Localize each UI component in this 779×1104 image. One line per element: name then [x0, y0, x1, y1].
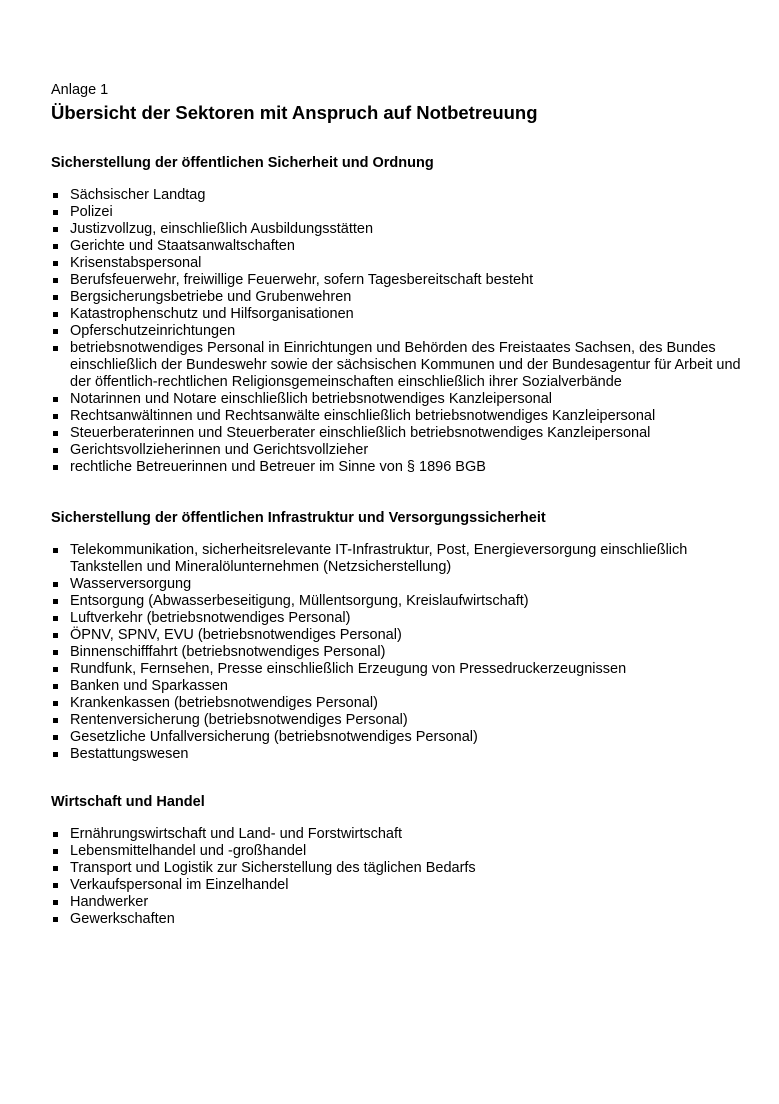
list-item	[51, 238, 741, 255]
list-item	[51, 187, 741, 204]
list-item-text: Gesetzliche Unfallversicherung (betriebsnotwendiges Personal)	[70, 729, 478, 745]
sector-list	[51, 187, 741, 476]
list-item	[51, 661, 741, 678]
section-heading: Sicherstellung der öffentlichen Sicherheit und Ordnung	[51, 155, 434, 171]
bullet-icon	[53, 684, 58, 689]
bullet-icon	[53, 582, 58, 587]
list-item	[51, 843, 741, 860]
section-heading: Wirtschaft und Handel	[51, 794, 205, 810]
list-item	[51, 272, 741, 289]
bullet-icon	[53, 832, 58, 837]
bullet-icon	[53, 599, 58, 604]
bullet-icon	[53, 866, 58, 871]
list-item-text: Luftverkehr (betriebsnotwendiges Personal)	[70, 610, 351, 626]
bullet-icon	[53, 210, 58, 215]
bullet-icon	[53, 414, 58, 419]
list-item-text: Sächsischer Landtag	[70, 187, 206, 203]
bullet-icon	[53, 312, 58, 317]
bullet-icon	[53, 650, 58, 655]
list-item	[51, 712, 741, 729]
sector-list	[51, 826, 741, 928]
list-item	[51, 408, 741, 425]
list-item-text: Entsorgung (Abwasserbeseitigung, Müllentsorgung, Kreislaufwirtschaft)	[70, 593, 529, 609]
bullet-icon	[53, 244, 58, 249]
list-item-text: Telekommunikation, sicherheitsrelevante IT-Infrastruktur, Post, Energieversorgung einschließlich Tankstellen und Mineralölunternehmen (Netzsicherstellung)	[70, 542, 688, 575]
list-item-text: Binnenschifffahrt (betriebsnotwendiges Personal)	[70, 644, 386, 660]
list-item-text: Verkaufspersonal im Einzelhandel	[70, 877, 289, 893]
list-item-text: Gewerkschaften	[70, 911, 175, 927]
list-item-text: Steuerberaterinnen und Steuerberater einschließlich betriebsnotwendiges Kanzleipersonal	[70, 425, 651, 441]
list-item-text: Gerichtsvollzieherinnen und Gerichtsvollzieher	[70, 442, 369, 458]
list-item	[51, 542, 741, 576]
list-item	[51, 911, 741, 928]
section-heading: Sicherstellung der öffentlichen Infrastruktur und Versorgungssicherheit	[51, 510, 546, 526]
list-item-text: Bergsicherungsbetriebe und Grubenwehren	[70, 289, 352, 305]
bullet-icon	[53, 849, 58, 854]
bullet-icon	[53, 616, 58, 621]
list-item-text: Krankenkassen (betriebsnotwendiges Personal)	[70, 695, 378, 711]
section-economy-trade	[51, 793, 741, 928]
bullet-icon	[53, 346, 58, 351]
list-item	[51, 678, 741, 695]
bullet-icon	[53, 329, 58, 334]
bullet-icon	[53, 633, 58, 638]
list-item	[51, 255, 741, 272]
list-item-text: Krisenstabspersonal	[70, 255, 202, 271]
list-item	[51, 860, 741, 877]
bullet-icon	[53, 900, 58, 905]
list-item	[51, 221, 741, 238]
list-item	[51, 627, 741, 644]
list-item	[51, 729, 741, 746]
list-item-text: Transport und Logistik zur Sicherstellung des täglichen Bedarfs	[70, 860, 476, 876]
list-item-text: Ernährungswirtschaft und Land- und Forstwirtschaft	[70, 826, 403, 842]
list-item-text: Gerichte und Staatsanwaltschaften	[70, 238, 295, 254]
list-item-text: Rentenversicherung (betriebsnotwendiges Personal)	[70, 712, 408, 728]
bullet-icon	[53, 227, 58, 232]
list-item-text: Lebensmittelhandel und -großhandel	[70, 843, 307, 859]
list-item	[51, 442, 741, 459]
bullet-icon	[53, 752, 58, 757]
list-item	[51, 593, 741, 610]
list-item	[51, 746, 741, 763]
bullet-icon	[53, 295, 58, 300]
bullet-icon	[53, 917, 58, 922]
list-item	[51, 826, 741, 843]
list-item	[51, 877, 741, 894]
list-item	[51, 894, 741, 911]
list-item-text: Bestattungswesen	[70, 746, 189, 762]
list-item-text: Wasserversorgung	[70, 576, 192, 592]
list-item	[51, 459, 741, 476]
list-item	[51, 425, 741, 442]
list-item	[51, 204, 741, 221]
section-public-safety	[51, 154, 741, 476]
list-item-text: Justizvollzug, einschließlich Ausbildungsstätten	[70, 221, 374, 237]
bullet-icon	[53, 278, 58, 283]
list-item-text: Katastrophenschutz und Hilfsorganisationen	[70, 306, 354, 322]
list-item-text: ÖPNV, SPNV, EVU (betriebsnotwendiges Personal)	[70, 627, 402, 643]
sector-list	[51, 542, 741, 763]
list-item-text: Notarinnen und Notare einschließlich betriebsnotwendiges Kanzleipersonal	[70, 391, 553, 407]
list-item	[51, 289, 741, 306]
document-title: Übersicht der Sektoren mit Anspruch auf Notbetreuung	[51, 102, 538, 123]
list-item-text: rechtliche Betreuerinnen und Betreuer im Sinne von § 1896 BGB	[70, 459, 486, 475]
bullet-icon	[53, 448, 58, 453]
list-item-text: Rechtsanwältinnen und Rechtsanwälte einschließlich betriebsnotwendiges Kanzleipersonal	[70, 408, 656, 424]
list-item	[51, 610, 741, 627]
list-item	[51, 340, 741, 391]
list-item-text: Rundfunk, Fernsehen, Presse einschließlich Erzeugung von Pressedruckerzeugnissen	[70, 661, 627, 677]
bullet-icon	[53, 883, 58, 888]
list-item-text: Opferschutzeinrichtungen	[70, 323, 236, 339]
bullet-icon	[53, 701, 58, 706]
list-item	[51, 306, 741, 323]
annex-label: Anlage 1	[51, 82, 109, 98]
bullet-icon	[53, 193, 58, 198]
bullet-icon	[53, 718, 58, 723]
list-item-text: Banken und Sparkassen	[70, 678, 228, 694]
list-item-text: betriebsnotwendiges Personal in Einrichtungen und Behörden des Freistaates Sachsen, des Bundes einschließlich der Bundeswehr sowie der sächsischen Kommunen und der Bundesagentur für Arbeit und der öffentlich-rechtlichen Religionsgemeinschaften einschließlich ihrer Sozialverbände	[70, 340, 741, 390]
bullet-icon	[53, 667, 58, 672]
list-item	[51, 391, 741, 408]
bullet-icon	[53, 261, 58, 266]
bullet-icon	[53, 431, 58, 436]
list-item-text: Polizei	[70, 204, 113, 220]
list-item-text: Berufsfeuerwehr, freiwillige Feuerwehr, sofern Tagesbereitschaft besteht	[70, 272, 534, 288]
list-item	[51, 644, 741, 661]
bullet-icon	[53, 465, 58, 470]
bullet-icon	[53, 735, 58, 740]
list-item-text: Handwerker	[70, 894, 149, 910]
list-item	[51, 323, 741, 340]
section-infrastructure	[51, 509, 741, 763]
list-item	[51, 576, 741, 593]
bullet-icon	[53, 397, 58, 402]
list-item	[51, 695, 741, 712]
bullet-icon	[53, 548, 58, 553]
